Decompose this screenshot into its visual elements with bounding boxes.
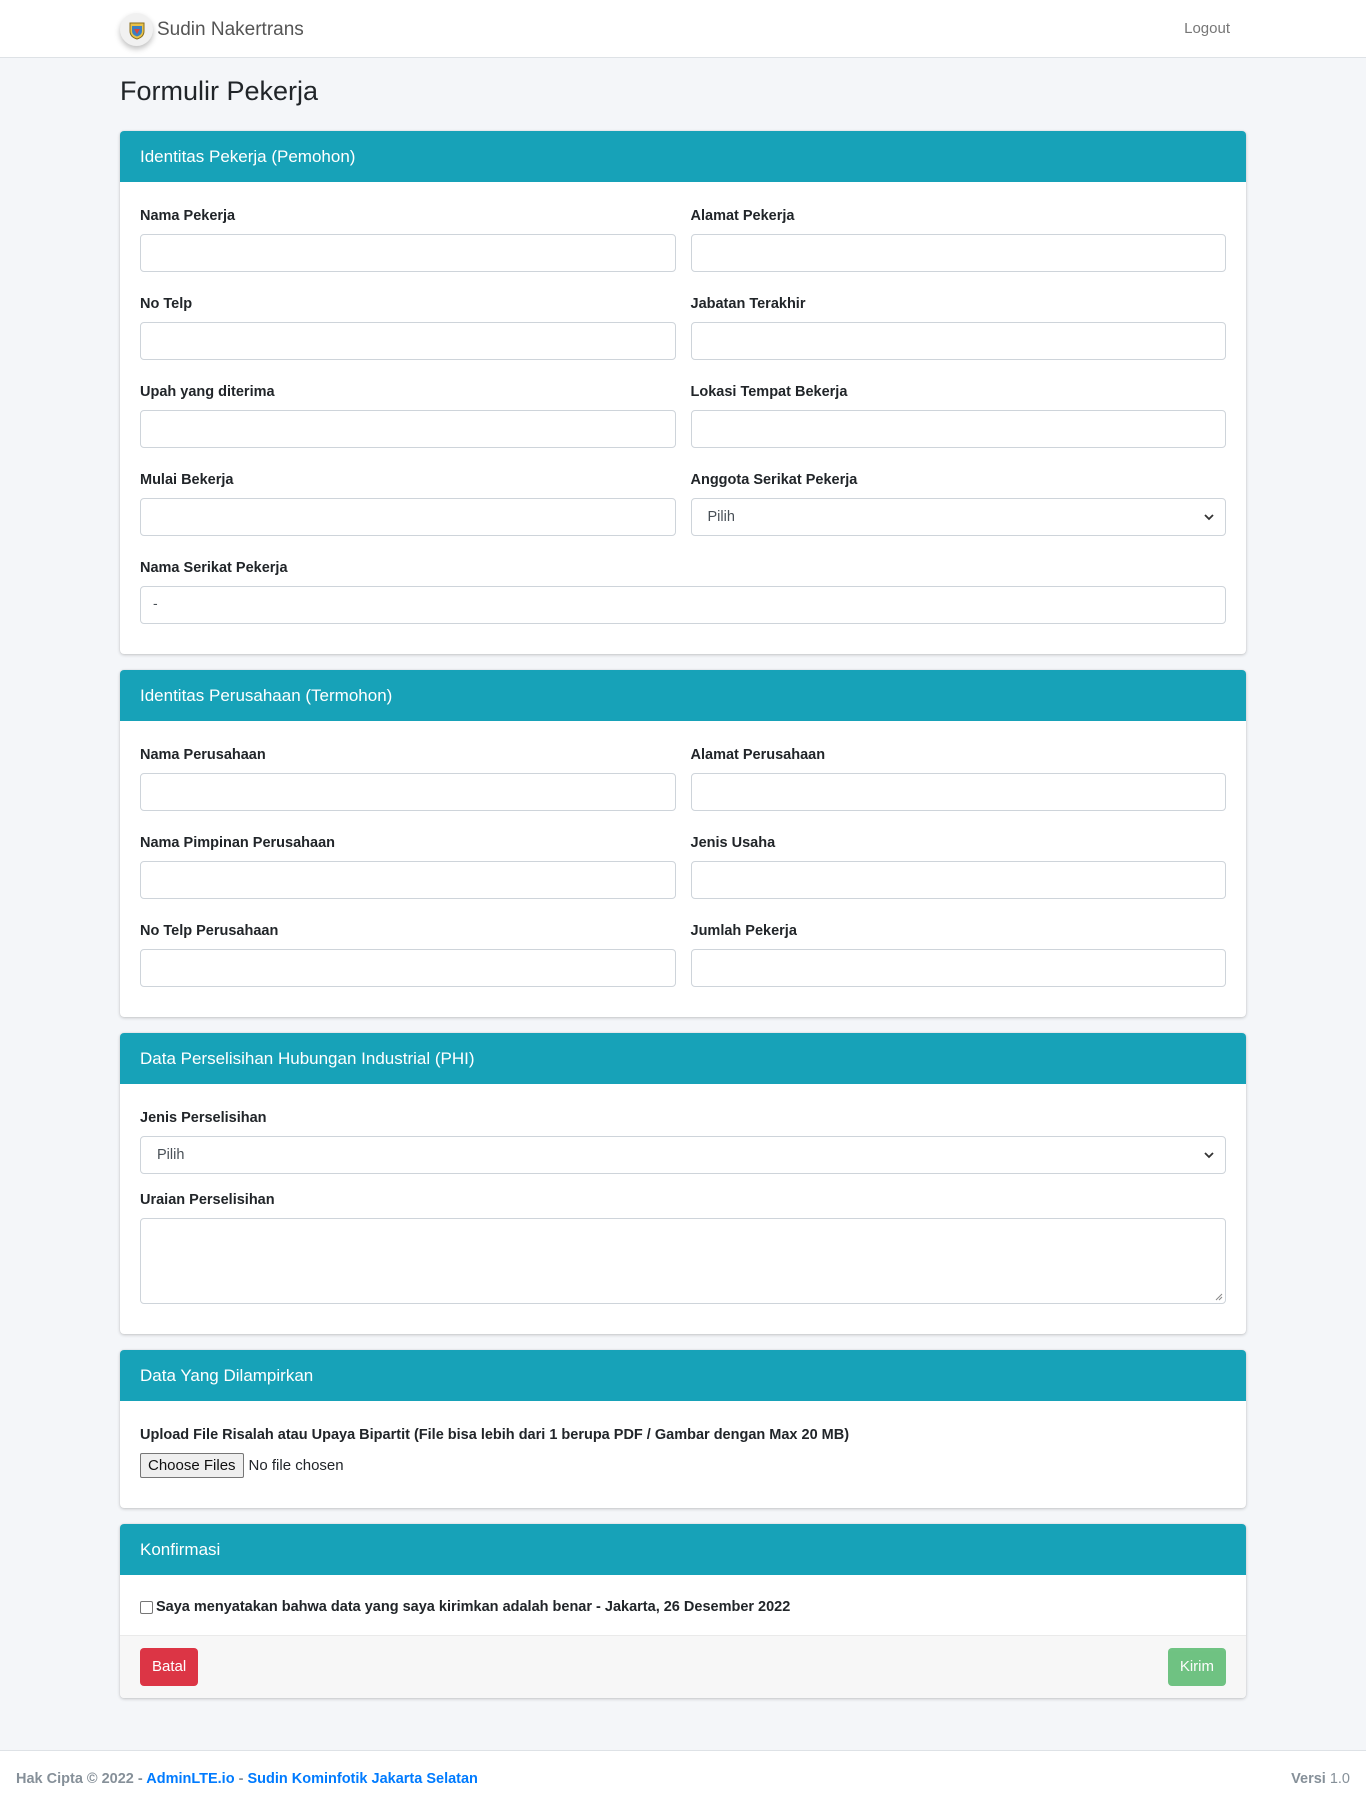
pimpinan-input[interactable] [140,861,676,899]
cancel-button[interactable]: Batal [140,1648,198,1686]
label-pimpinan: Nama Pimpinan Perusahaan [140,835,336,851]
top-navbar [0,0,1366,58]
jenis-usaha-input[interactable] [691,861,1227,899]
card-identitas-pekerja [120,131,1246,654]
card-identitas-perusahaan [120,670,1246,1017]
card-header-konfirmasi: Konfirmasi [120,1524,1246,1575]
card-header-pekerja: Identitas Pekerja (Pemohon) [120,131,1246,182]
submit-button[interactable]: Kirim [1168,1648,1226,1686]
card-konfirmasi [120,1524,1246,1698]
logout-link[interactable]: Logout [1184,20,1230,37]
label-nama-pekerja: Nama Pekerja [140,208,236,224]
label-telp-perusahaan: No Telp Perusahaan [140,923,279,939]
logo-icon [120,13,153,46]
label-lokasi: Lokasi Tempat Bekerja [690,384,848,400]
confirm-checkbox[interactable] [140,1601,153,1614]
card-header-phi: Data Perselisihan Hubungan Industrial (PHI) [120,1033,1246,1084]
confirm-row [140,1599,1226,1615]
brand[interactable] [120,13,304,46]
telp-perusahaan-input[interactable] [140,949,676,987]
mulai-bekerja-input[interactable] [140,498,676,536]
choose-files-button[interactable]: Choose Files [140,1453,244,1478]
anggota-serikat-value: Pilih [707,509,735,525]
version-value: 1.0 [1325,1770,1350,1787]
nama-pekerja-input[interactable] [140,234,676,272]
label-anggota-serikat: Anggota Serikat Pekerja [690,472,858,488]
card-data-phi [120,1033,1246,1334]
label-nama-serikat: Nama Serikat Pekerja [140,560,288,576]
page-footer [0,1750,1366,1806]
card-lampiran [120,1350,1246,1508]
resize-handle-icon[interactable] [1213,1291,1223,1301]
label-jenis-usaha: Jenis Usaha [690,835,776,851]
kominfotik-link[interactable]: Sudin Kominfotik Jakarta Selatan [247,1770,478,1787]
version-label: Versi [1291,1770,1326,1787]
label-uraian: Uraian Perselisihan [140,1192,275,1208]
nama-serikat-input[interactable] [140,586,1226,624]
uraian-textarea[interactable] [140,1218,1226,1304]
label-upah: Upah yang diterima [140,384,275,400]
brand-name: Sudin Nakertrans [157,18,304,40]
jenis-perselisihan-select[interactable] [140,1136,1226,1174]
copyright-text: Hak Cipta © 2022 - [16,1770,147,1787]
no-telp-input[interactable] [140,322,676,360]
nama-serikat-value: - [153,595,158,611]
label-alamat-perusahaan: Alamat Perusahaan [690,747,826,763]
lokasi-input[interactable] [691,410,1227,448]
label-upload: Upload File Risalah atau Upaya Bipartit (File bisa lebih dari 1 berupa PDF / Gambar dengan Max 20 MB) [140,1427,850,1443]
chevron-down-icon [1203,1149,1215,1161]
confirm-statement[interactable]: Saya menyatakan bahwa data yang saya kirimkan adalah benar - Jakarta, 26 Desember 2022 [156,1599,791,1615]
upah-input[interactable] [140,410,676,448]
file-input[interactable] [140,1453,1226,1478]
label-jumlah-pekerja: Jumlah Pekerja [690,923,797,939]
footer-copyright [16,1771,478,1787]
alamat-perusahaan-input[interactable] [691,773,1227,811]
card-header-perusahaan: Identitas Perusahaan (Termohon) [120,670,1246,721]
label-alamat-pekerja: Alamat Pekerja [690,208,795,224]
page-title: Formulir Pekerja [120,76,319,106]
anggota-serikat-select[interactable] [691,498,1227,536]
main-content [120,76,1246,1698]
adminlte-link[interactable]: AdminLTE.io [146,1770,235,1787]
jenis-perselisihan-value: Pilih [157,1147,185,1163]
label-no-telp: No Telp [140,296,193,312]
chevron-down-icon [1203,511,1215,523]
jabatan-input[interactable] [691,322,1227,360]
footer-separator: - [234,1770,248,1787]
label-jabatan: Jabatan Terakhir [690,296,806,312]
jumlah-pekerja-input[interactable] [691,949,1227,987]
nama-perusahaan-input[interactable] [140,773,676,811]
footer-version [1291,1771,1350,1787]
alamat-pekerja-input[interactable] [691,234,1227,272]
label-nama-perusahaan: Nama Perusahaan [140,747,266,763]
label-mulai-bekerja: Mulai Bekerja [140,472,234,488]
label-jenis-perselisihan: Jenis Perselisihan [140,1110,267,1126]
card-header-lampiran: Data Yang Dilampirkan [120,1350,1246,1401]
no-file-text: No file chosen [248,1457,344,1474]
card-footer [120,1635,1246,1698]
